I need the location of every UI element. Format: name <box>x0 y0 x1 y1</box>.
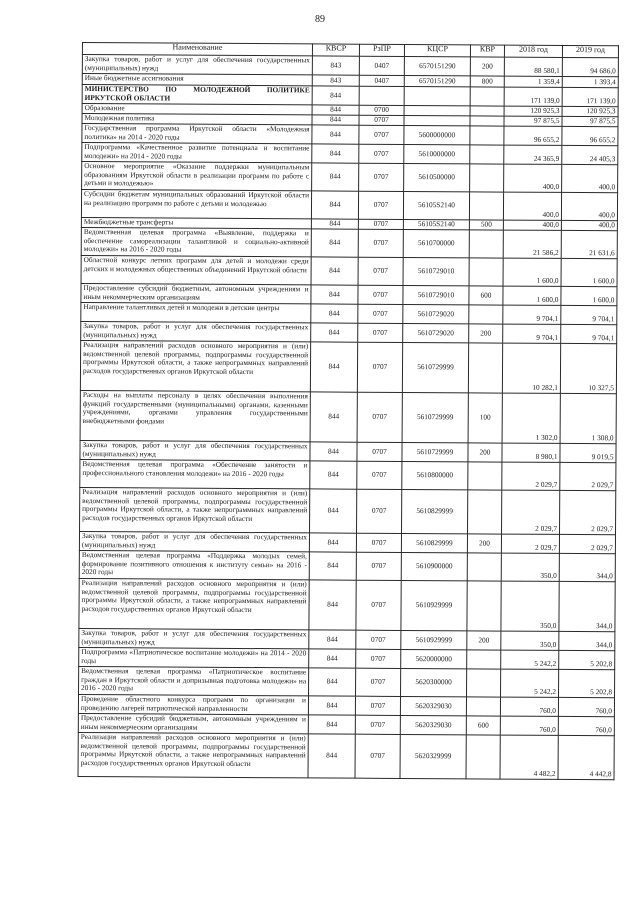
cell-kcsr: 5620329030 <box>400 715 466 734</box>
cell-kcsr: 5610729020 <box>403 304 469 323</box>
cell-kvr <box>468 343 502 393</box>
cell-kcsr: 5610000000 <box>404 144 470 163</box>
cell-kvr <box>466 735 500 779</box>
cell-name: Государственная программа Иркутской области «Молодежная политика» на 2014 - 2020 годы <box>82 124 312 144</box>
cell-kvr <box>469 192 503 220</box>
cell-2018: 400,0 <box>504 164 562 192</box>
table-row <box>80 390 616 443</box>
cell-name: Предоставление субсидий бюджетным, автономным учреждениям и иным некоммерческим организациям <box>78 713 308 733</box>
header-kvsr: КВСР <box>312 44 359 56</box>
cell-rzpr: 0707 <box>356 630 401 649</box>
cell-2018: 5 242,2 <box>501 669 559 697</box>
cell-kvr <box>470 145 504 164</box>
cell-name: МИНИСТЕРСТВО ПО МОЛОДЕЖНОЙ ПОЛИТИКЕ ИРКУТСКОЙ ОБЛАСТИ <box>82 85 312 105</box>
cell-kvr <box>466 697 500 716</box>
table-row <box>82 162 618 193</box>
cell-kvsr: 844 <box>312 144 359 163</box>
cell-2019: 9 704,1 <box>561 305 617 324</box>
cell-rzpr: 0407 <box>359 75 404 86</box>
cell-rzpr <box>359 86 404 105</box>
cell-rzpr: 0707 <box>358 191 403 219</box>
header-2019: 2019 год <box>562 45 618 57</box>
cell-kvr: 200 <box>467 534 501 553</box>
cell-name: Образование <box>82 104 312 115</box>
cell-rzpr: 0707 <box>359 115 404 125</box>
cell-2018: 2 029,7 <box>502 490 560 534</box>
cell-2019: 2 029,7 <box>559 534 615 553</box>
cell-name: Направление талантливых детей и молодежи в детские центры <box>81 302 311 322</box>
cell-kvr <box>470 116 504 126</box>
cell-name: Подпрограмма «Качественное развитие потенциала и воспитание молодежи» на 2014 - 2020 годы <box>82 143 312 163</box>
cell-kvsr: 843 <box>312 75 359 86</box>
cell-kvsr: 844 <box>311 304 358 323</box>
cell-kcsr: 5610500000 <box>404 163 470 191</box>
cell-2019: 1 600,0 <box>561 286 617 305</box>
cell-kvsr: 844 <box>309 580 356 630</box>
cell-kcsr: 5610729999 <box>402 392 468 442</box>
cell-rzpr: 0707 <box>358 257 403 285</box>
cell-kcsr: 5600000000 <box>404 125 470 144</box>
cell-kcsr: 5610900000 <box>401 552 467 580</box>
cell-kvr: 200 <box>467 631 501 650</box>
cell-2018: 2 029,7 <box>502 462 560 490</box>
cell-kvr: 200 <box>468 443 502 462</box>
cell-rzpr: 0707 <box>357 392 402 442</box>
cell-name: Межбюджетные трансферты <box>81 217 311 228</box>
cell-2019: 5 202,8 <box>559 669 615 697</box>
cell-kvsr: 844 <box>312 115 359 125</box>
cell-kvr <box>468 490 502 534</box>
cell-kcsr: 56105S2140 <box>403 219 469 229</box>
table-row <box>79 578 615 631</box>
cell-2019: 2 029,7 <box>560 462 616 490</box>
cell-rzpr: 0707 <box>356 533 401 552</box>
cell-kvsr: 844 <box>312 86 359 105</box>
table-row <box>81 190 617 221</box>
cell-name: Ведомственная целевая программа «Выявление, поддержка и обеспечение самореализации талантливой и социально-активной молодежи» на 2016 - 2020 годы <box>81 227 311 256</box>
cell-rzpr: 0707 <box>359 163 404 191</box>
cell-kvsr: 844 <box>312 125 359 144</box>
cell-2018: 350,0 <box>501 631 559 650</box>
cell-name: Молодежная политика <box>82 114 312 125</box>
cell-kvsr: 844 <box>310 461 357 489</box>
cell-2018: 760,0 <box>500 697 558 716</box>
cell-rzpr: 0707 <box>359 144 404 163</box>
cell-kcsr <box>404 86 470 105</box>
cell-2019: 1 308,0 <box>560 393 616 443</box>
cell-kcsr: 5620300000 <box>401 668 467 696</box>
cell-2018: 8 980,1 <box>502 443 560 462</box>
cell-kvsr: 844 <box>309 533 356 552</box>
cell-2018: 350,0 <box>501 553 559 581</box>
cell-name: Ведомственная целевая программа «Патриотическое воспитание граждан в Иркутской области и допризывная подготовка молодежи» на 2016 - 2020 годы <box>79 666 309 695</box>
cell-2019: 24 405,3 <box>562 145 618 164</box>
cell-name: Иные бюджетные ассигнования <box>82 74 312 86</box>
cell-kvr <box>469 258 503 286</box>
cell-rzpr: 0707 <box>355 715 400 734</box>
cell-kcsr: 6570151290 <box>404 56 470 75</box>
page-number: 89 <box>315 14 325 25</box>
cell-2019: 760,0 <box>558 697 614 716</box>
cell-rzpr: 0700 <box>359 105 404 115</box>
cell-name: Предоставление субсидий бюджетным, автономным учреждениям и иным некоммерческим организациям <box>81 283 311 303</box>
cell-2019: 344,0 <box>559 553 615 581</box>
cell-2019: 400,0 <box>562 164 618 192</box>
cell-2018: 4 482,2 <box>500 735 558 779</box>
cell-2019: 344,0 <box>559 631 615 650</box>
cell-rzpr: 0707 <box>358 229 403 257</box>
cell-rzpr: 0707 <box>356 580 401 630</box>
cell-kvr <box>467 650 501 669</box>
cell-rzpr: 0407 <box>359 56 404 75</box>
cell-kvsr: 844 <box>309 649 356 668</box>
cell-rzpr: 0707 <box>358 285 403 304</box>
cell-name: Закупка товаров, работ и услуг для обеспечения государственных (муниципальных) нужд <box>79 531 309 551</box>
cell-kvsr: 844 <box>308 696 355 715</box>
cell-2019: 344,0 <box>559 581 615 631</box>
cell-kvsr: 844 <box>309 552 356 580</box>
cell-name: Подпрограмма «Патриотическое воспитание молодежи» на 2014 - 2020 годы <box>79 647 309 667</box>
cell-name: Закупка товаров, работ и услуг для обеспечения государственных (муниципальных) нужд <box>81 321 311 341</box>
header-kcsr: КЦСР <box>404 44 470 56</box>
cell-2019: 760,0 <box>558 716 614 735</box>
cell-kvsr: 844 <box>312 163 359 191</box>
cell-kcsr: 5620000000 <box>401 649 467 668</box>
cell-kcsr: 5610829999 <box>401 533 467 552</box>
cell-rzpr: 0707 <box>356 552 401 580</box>
cell-kvr <box>470 164 504 192</box>
cell-kvr <box>469 305 503 324</box>
cell-2019: 21 631,6 <box>561 230 617 258</box>
cell-2018: 97 875,5 <box>504 116 562 126</box>
table-row <box>80 487 616 534</box>
cell-kcsr: 5610800000 <box>402 461 468 489</box>
cell-2018: 1 600,0 <box>503 286 561 305</box>
header-2018: 2018 год <box>504 45 562 57</box>
cell-kvr <box>467 669 501 697</box>
cell-2018: 400,0 <box>503 220 561 230</box>
cell-kvr: 200 <box>470 57 504 76</box>
cell-kvsr: 844 <box>308 715 355 734</box>
cell-kvsr: 844 <box>311 219 358 229</box>
cell-2018: 9 704,1 <box>503 305 561 324</box>
cell-kcsr: 5620329999 <box>400 734 466 778</box>
cell-name: Закупка товаров, работ и услуг для обеспечения государственных (муниципальных) нужд <box>79 628 309 648</box>
cell-name: Реализация направлений расходов основного мероприятия и (или) ведомственной целевой программы, подпрограммы государственной программы Иркутской области, а также непрограммных направлений расходов государственных органов Иркутской области <box>79 578 309 629</box>
cell-kcsr: 5610729999 <box>402 342 468 392</box>
cell-2018: 24 365,9 <box>504 145 562 164</box>
cell-kcsr: 5610729010 <box>403 285 469 304</box>
cell-2019: 400,0 <box>561 220 617 230</box>
header-kvr: КВР <box>470 45 504 57</box>
cell-2018: 1 302,0 <box>502 393 560 443</box>
cell-name: Закупка товаров, работ и услуг для обеспечения государственных (муниципальных) нужд <box>82 55 312 75</box>
cell-kvsr: 844 <box>311 191 358 219</box>
cell-name: Ведомственная целевая программа «Обеспечение занятости и профессионального становления молодежи» на 2016 - 2020 годы <box>80 459 310 488</box>
cell-rzpr: 0707 <box>357 342 402 392</box>
cell-kvr <box>469 230 503 258</box>
cell-2018: 1 359,4 <box>504 76 562 87</box>
cell-2019: 9 704,1 <box>561 324 617 343</box>
table-row <box>80 340 616 393</box>
cell-kvsr: 844 <box>310 489 357 533</box>
table-row <box>80 459 616 490</box>
cell-2019: 97 875,5 <box>562 116 618 126</box>
cell-2018: 2 029,7 <box>501 534 559 553</box>
cell-rzpr: 0707 <box>358 219 403 229</box>
cell-2019: 94 686,0 <box>562 57 618 76</box>
cell-2019: 96 655,2 <box>562 126 618 145</box>
cell-kvsr: 844 <box>311 257 358 285</box>
cell-kcsr <box>404 105 470 115</box>
cell-2019: 4 442,8 <box>558 735 614 779</box>
cell-name: Реализация направлений расходов основного мероприятия и (или) ведомственной целевой программы, подпрограммы государственной программы Иркутской области, а также непрограммных направлений расходов государственных органов Иркутской области <box>80 340 310 391</box>
cell-kcsr <box>404 115 470 125</box>
cell-2019: 5 202,8 <box>559 650 615 669</box>
cell-kvr: 200 <box>469 324 503 343</box>
cell-kvr <box>467 581 501 631</box>
cell-2018: 9 704,1 <box>503 324 561 343</box>
cell-kvsr: 844 <box>310 442 357 461</box>
cell-name: Реализация направлений расходов основного мероприятия и (или) ведомственной целевой программы, подпрограммы государственной программы Иркутской области, а также непрограммных направлений расходов государственных органов Иркутской области <box>78 732 308 777</box>
cell-2018: 350,0 <box>501 581 559 631</box>
cell-kvsr: 843 <box>312 56 359 75</box>
cell-kvsr: 844 <box>311 285 358 304</box>
cell-kcsr: 5610829999 <box>402 489 468 533</box>
table-row <box>78 732 614 779</box>
cell-kcsr: 5610729999 <box>402 442 468 461</box>
cell-kvr <box>470 126 504 145</box>
cell-name: Расходы на выплаты персоналу в целях обеспечения выполнения функций государственными (муниципальными) органами, казенными учреждениями, органами управления государственными внебюджетными фондами <box>80 390 310 441</box>
table-row <box>79 666 615 697</box>
cell-rzpr: 0707 <box>357 461 402 489</box>
table-row <box>81 227 617 258</box>
cell-2019: 120 925,3 <box>562 106 618 116</box>
cell-2018: 760,0 <box>500 716 558 735</box>
cell-kvr <box>467 553 501 581</box>
cell-kcsr: 5610729010 <box>403 257 469 285</box>
cell-rzpr: 0707 <box>358 323 403 342</box>
cell-kcsr: 5610929999 <box>401 580 467 630</box>
cell-kcsr: 56105S2140 <box>403 191 469 219</box>
cell-kvr <box>470 106 504 116</box>
cell-kvr: 800 <box>470 76 504 87</box>
cell-2019: 10 327,5 <box>560 343 616 393</box>
cell-name: Основное мероприятие «Оказание поддержки муниципальным образованиям Иркутской области в реализации программ по работе с детьми и молодежью» <box>82 162 312 191</box>
cell-rzpr: 0707 <box>355 696 400 715</box>
cell-kvr: 100 <box>468 393 502 443</box>
cell-rzpr: 0707 <box>357 442 402 461</box>
cell-kcsr: 5610729020 <box>403 323 469 342</box>
cell-2018: 96 655,2 <box>504 126 562 145</box>
cell-kcsr: 5610929999 <box>401 630 467 649</box>
cell-2018: 5 242,2 <box>501 650 559 669</box>
cell-rzpr: 0707 <box>356 668 401 696</box>
cell-2019: 1 600,0 <box>561 258 617 286</box>
cell-name: Закупка товаров, работ и услуг для обеспечения государственных (муниципальных) нужд <box>80 440 310 460</box>
cell-2018: 120 925,3 <box>504 106 562 116</box>
cell-kvr <box>470 87 504 106</box>
cell-2019: 2 029,7 <box>560 490 616 534</box>
cell-2019: 1 393,4 <box>562 76 618 87</box>
cell-kvsr: 844 <box>309 668 356 696</box>
cell-kcsr: 6570151290 <box>404 75 470 86</box>
header-rzpr: РзПР <box>359 44 404 56</box>
cell-kvsr: 844 <box>308 734 355 778</box>
budget-table <box>78 42 619 780</box>
cell-kvsr: 844 <box>312 105 359 115</box>
cell-2019: 171 139,0 <box>562 87 618 106</box>
cell-kvr: 600 <box>466 716 500 735</box>
cell-2018: 171 139,0 <box>504 87 562 106</box>
cell-2018: 21 586,2 <box>503 230 561 258</box>
cell-kvsr: 844 <box>310 392 357 442</box>
cell-kvsr: 844 <box>310 342 357 392</box>
cell-2019: 9 019,5 <box>560 443 616 462</box>
cell-name: Субсидии бюджетам муниципальных образований Иркутской области на реализацию программ по работе с детьми и молодежью <box>81 190 311 219</box>
cell-name: Проведение областного конкурса программ по организации и проведению лагерей патриотической направленности <box>78 694 308 714</box>
cell-rzpr: 0707 <box>357 489 402 533</box>
cell-rzpr: 0707 <box>358 304 403 323</box>
cell-2018: 1 600,0 <box>503 258 561 286</box>
cell-name: Реализация направлений расходов основного мероприятия и (или) ведомственной целевой программы, подпрограммы государственной программы Иркутской области, а также непрограммных направлений расходов государственных органов Иркутской области <box>80 487 310 532</box>
table-row <box>79 550 615 581</box>
table-body <box>78 55 618 780</box>
cell-kvr <box>468 462 502 490</box>
table-row <box>81 255 617 286</box>
cell-rzpr: 0707 <box>359 125 404 144</box>
cell-rzpr: 0707 <box>356 649 401 668</box>
cell-kvsr: 844 <box>309 630 356 649</box>
cell-2018: 400,0 <box>503 192 561 220</box>
cell-kvr: 600 <box>469 286 503 305</box>
cell-kcsr: 5610700000 <box>403 229 469 257</box>
cell-rzpr: 0707 <box>355 734 400 778</box>
cell-name: Ведомственная целевая программа «Поддержка молодых семей, формирование позитивного отношения к институту семьи» на 2016 - 2020 годы <box>79 550 309 579</box>
cell-2019: 400,0 <box>561 192 617 220</box>
cell-2018: 88 580,1 <box>504 57 562 76</box>
header-name: Наименование <box>82 43 312 56</box>
cell-name: Областной конкурс летних программ для детей и молодежи среди детских и молодежных общественных объединений Иркутской области <box>81 255 311 284</box>
cell-kvsr: 844 <box>311 229 358 257</box>
cell-2018: 10 282,1 <box>502 343 560 393</box>
cell-kvsr: 844 <box>311 323 358 342</box>
cell-kcsr: 5620329030 <box>400 696 466 715</box>
cell-kvr: 500 <box>469 220 503 230</box>
